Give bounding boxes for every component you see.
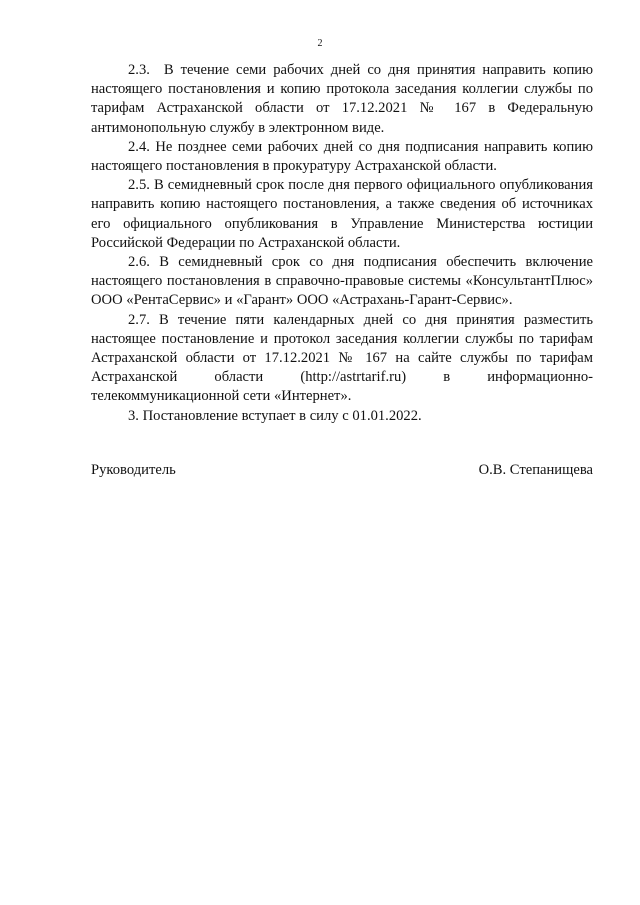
paragraph-2-7: 2.7. В течение пяти календарных дней со дня принятия разместить настоящее постановление и протокол заседания коллегии службы по тарифам Астраханской области от 17.12.2021 № 167 на сайте службы по тарифам Астраханской области (http://astrtarif.ru) в информационно-телекоммуникационной сети «Интернет». bbox=[91, 311, 593, 405]
page-number: 2 bbox=[317, 38, 323, 49]
document-body bbox=[91, 61, 593, 426]
signatory-name: О.В. Степанищева bbox=[478, 462, 593, 478]
paragraph-2-4: 2.4. Не позднее семи рабочих дней со дня подписания направить копию настоящего постановления в прокуратуру Астраханской области. bbox=[91, 138, 593, 175]
paragraph-2-6: 2.6. В семидневный срок со дня подписания обеспечить включение настоящего постановления в справочно-правовые системы «КонсультантПлюс» ООО «РентаСервис» и «Гарант» ООО «Астрахань-Гарант-Сервис». bbox=[91, 254, 593, 309]
paragraph-2-3: 2.3. В течение семи рабочих дней со дня принятия направить копию настоящего постановления и копию протокола заседания коллегии службы по тарифам Астраханской области от 17.12.2021 № 167 в Федеральную антимонопольную службу в электронном виде. bbox=[91, 62, 593, 136]
signature-block bbox=[91, 461, 593, 480]
paragraph-2-5: 2.5. В семидневный срок после дня первого официального опубликования направить копию настоящего постановления, а также сведения об источниках его официального опубликования в Управление Министерства юстиции Российской Федерации по Астраханской области. bbox=[91, 177, 593, 251]
signatory-position: Руководитель bbox=[91, 462, 176, 478]
paragraph-3: 3. Постановление вступает в силу с 01.01.2022. bbox=[128, 407, 422, 424]
